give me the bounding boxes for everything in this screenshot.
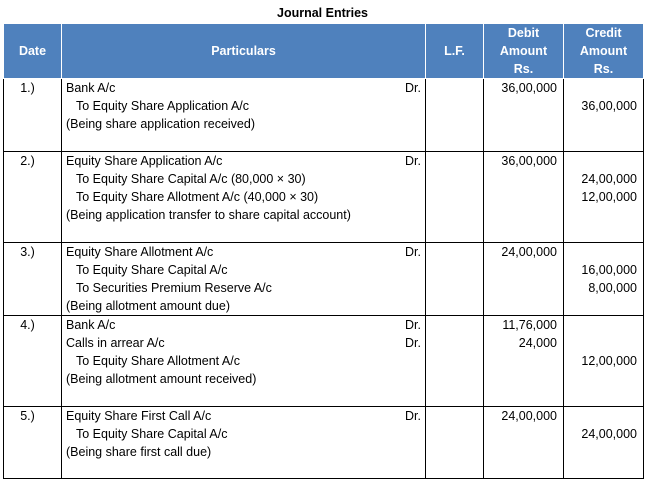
particulars-text: (Being allotment amount received) xyxy=(66,372,257,386)
credit-amount: 24,00,000 xyxy=(581,172,637,186)
credit-amount xyxy=(564,334,643,352)
entry-credit-cell xyxy=(564,79,644,152)
debit-amount: 36,00,000 xyxy=(501,154,557,168)
entry-date: 5.) xyxy=(20,409,35,423)
debit-amount: 24,00,000 xyxy=(501,409,557,423)
particulars-text: Equity Share First Call A/c xyxy=(66,409,212,423)
particulars-text: Calls in arrear A/c xyxy=(66,336,165,350)
particulars-text: To Equity Share Allotment A/c (40,000 × 30) xyxy=(76,190,319,204)
header-credit-line: Credit xyxy=(585,26,622,40)
particulars-line xyxy=(62,188,425,206)
entry-particulars-cell xyxy=(62,152,426,243)
entry-particulars-cell xyxy=(62,243,426,316)
entry-particulars-cell xyxy=(62,407,426,479)
dr-marker: Dr. xyxy=(405,81,421,95)
credit-amount xyxy=(564,297,643,315)
dr-marker: Dr. xyxy=(405,245,421,259)
particulars-line xyxy=(62,297,425,315)
dr-marker: Dr. xyxy=(405,318,421,332)
debit-amount xyxy=(484,206,563,224)
particulars-line xyxy=(62,279,425,297)
particulars-text: To Equity Share Capital A/c xyxy=(76,263,228,277)
particulars-line xyxy=(62,443,425,461)
particulars-line xyxy=(62,170,425,188)
header-credit-line: Amount xyxy=(579,44,628,58)
credit-amount: 36,00,000 xyxy=(581,99,637,113)
particulars-text: (Being application transfer to share capital account) xyxy=(66,208,351,222)
credit-amount xyxy=(564,443,643,461)
particulars-text: To Equity Share Allotment A/c xyxy=(76,354,240,368)
journal-entry-row xyxy=(4,152,644,243)
credit-amount: 24,00,000 xyxy=(581,427,637,441)
particulars-line xyxy=(62,352,425,370)
debit-amount xyxy=(484,352,563,370)
entry-lf-cell xyxy=(426,152,484,243)
particulars-line xyxy=(62,115,425,133)
credit-amount xyxy=(564,152,643,170)
journal-table xyxy=(3,23,644,479)
entry-credit-cell xyxy=(564,243,644,316)
particulars-line xyxy=(62,79,425,97)
entry-particulars-cell xyxy=(62,316,426,407)
page-title: Journal Entries xyxy=(277,6,368,20)
entry-lf-cell xyxy=(426,243,484,316)
credit-amount xyxy=(564,115,643,133)
particulars-line xyxy=(62,425,425,443)
journal-entry-row xyxy=(4,316,644,407)
credit-amount xyxy=(564,316,643,334)
debit-amount xyxy=(484,297,563,315)
particulars-text: Equity Share Application A/c xyxy=(66,154,223,168)
particulars-text: To Equity Share Capital A/c xyxy=(76,427,228,441)
header-debit-line: Debit xyxy=(507,26,540,40)
journal-entry-row xyxy=(4,79,644,152)
debit-amount xyxy=(484,115,563,133)
particulars-text: Equity Share Allotment A/c xyxy=(66,245,214,259)
entry-debit-cell xyxy=(484,152,564,243)
entry-date: 3.) xyxy=(20,245,35,259)
header-debit-line: Amount xyxy=(499,44,548,58)
debit-amount xyxy=(484,279,563,297)
header-particulars: Particulars xyxy=(62,24,426,79)
debit-amount: 36,00,000 xyxy=(501,81,557,95)
debit-amount: 11,76,000 xyxy=(502,318,557,332)
header-row xyxy=(4,24,644,79)
debit-amount xyxy=(484,188,563,206)
credit-amount xyxy=(564,407,643,425)
credit-amount: 8,00,000 xyxy=(588,281,637,295)
particulars-line xyxy=(62,97,425,115)
header-credit xyxy=(564,24,644,79)
debit-amount: 24,00,000 xyxy=(501,245,557,259)
entry-debit-cell xyxy=(484,79,564,152)
entry-date: 1.) xyxy=(20,81,35,95)
particulars-line xyxy=(62,316,425,334)
particulars-text: To Equity Share Capital A/c (80,000 × 30) xyxy=(76,172,306,186)
debit-amount xyxy=(484,97,563,115)
header-credit-line: Rs. xyxy=(593,62,614,76)
particulars-line xyxy=(62,370,425,388)
credit-amount: 12,00,000 xyxy=(581,354,637,368)
entry-date-cell xyxy=(4,243,62,316)
credit-amount: 12,00,000 xyxy=(581,190,637,204)
credit-amount xyxy=(564,370,643,388)
entry-lf-cell xyxy=(426,407,484,479)
entry-debit-cell xyxy=(484,243,564,316)
particulars-text: (Being share first call due) xyxy=(66,445,212,459)
credit-amount: 16,00,000 xyxy=(581,263,637,277)
credit-amount xyxy=(564,243,643,261)
debit-amount xyxy=(484,443,563,461)
journal-entry-row xyxy=(4,407,644,479)
debit-amount: 24,000 xyxy=(518,336,557,350)
particulars-line xyxy=(62,407,425,425)
header-date: Date xyxy=(4,24,62,79)
dr-marker: Dr. xyxy=(405,154,421,168)
entry-lf-cell xyxy=(426,316,484,407)
journal-entry-row xyxy=(4,243,644,316)
entry-date-cell xyxy=(4,79,62,152)
entry-date: 4.) xyxy=(20,318,35,332)
header-lf: L.F. xyxy=(426,24,484,79)
credit-amount xyxy=(564,206,643,224)
entry-lf-cell xyxy=(426,79,484,152)
credit-amount xyxy=(564,79,643,97)
header-debit xyxy=(484,24,564,79)
particulars-line xyxy=(62,243,425,261)
particulars-text: (Being share application received) xyxy=(66,117,255,131)
debit-amount xyxy=(484,261,563,279)
entry-credit-cell xyxy=(564,316,644,407)
particulars-line xyxy=(62,206,425,224)
entry-date-cell xyxy=(4,152,62,243)
entry-credit-cell xyxy=(564,407,644,479)
entry-date: 2.) xyxy=(20,154,35,168)
particulars-text: Bank A/c xyxy=(66,318,116,332)
debit-amount xyxy=(484,170,563,188)
debit-amount xyxy=(484,425,563,443)
entry-credit-cell xyxy=(564,152,644,243)
entry-debit-cell xyxy=(484,316,564,407)
header-debit-line: Rs. xyxy=(513,62,534,76)
particulars-text: To Equity Share Application A/c xyxy=(76,99,250,113)
dr-marker: Dr. xyxy=(405,409,421,423)
particulars-line xyxy=(62,152,425,170)
entry-date-cell xyxy=(4,407,62,479)
particulars-text: (Being allotment amount due) xyxy=(66,299,230,313)
particulars-text: Bank A/c xyxy=(66,81,116,95)
particulars-text: To Securities Premium Reserve A/c xyxy=(76,281,272,295)
dr-marker: Dr. xyxy=(405,336,421,350)
particulars-line xyxy=(62,334,425,352)
entry-debit-cell xyxy=(484,407,564,479)
particulars-line xyxy=(62,261,425,279)
entry-particulars-cell xyxy=(62,79,426,152)
entry-date-cell xyxy=(4,316,62,407)
debit-amount xyxy=(484,370,563,388)
